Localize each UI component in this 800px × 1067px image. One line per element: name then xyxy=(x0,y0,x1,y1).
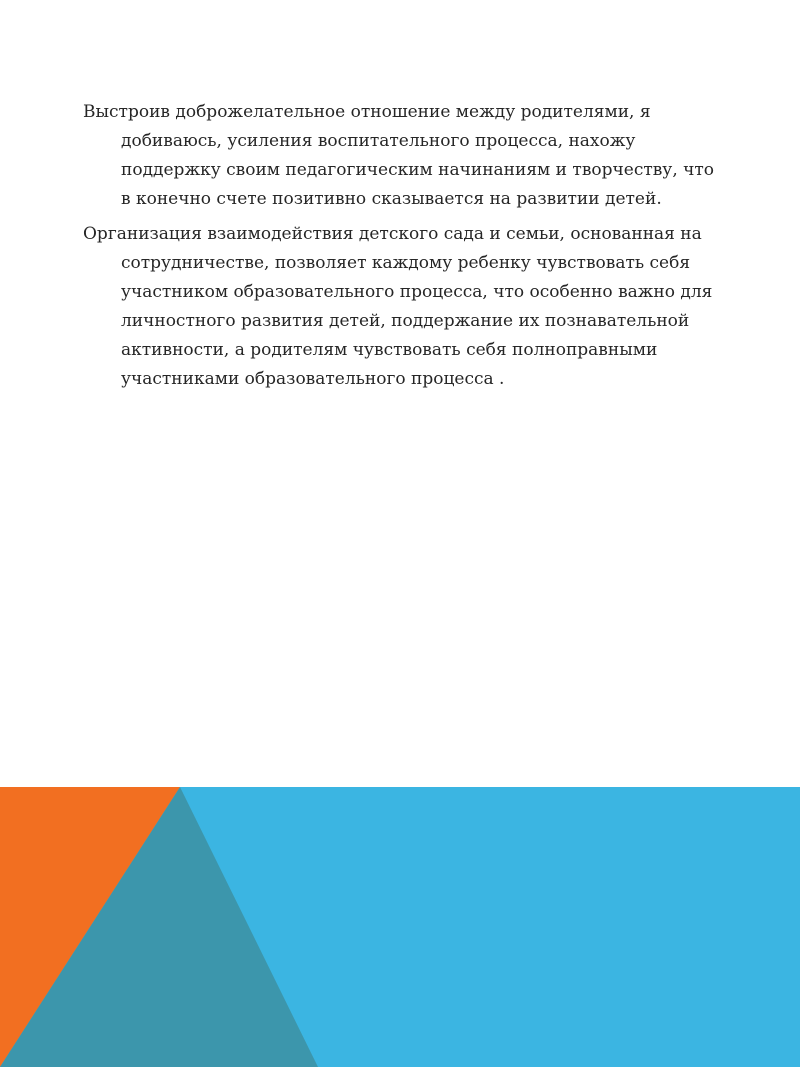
paragraph-kindergarten-family: Организация взаимодействия детского сада и семьи, основанная на сотрудничестве, позволяет каждому ребенку чувствовать себя участником образовательного процесса, что особенно важно для личностного развития детей, поддержание их познавательной активности, а родителям чувствовать себя полноправными участниками образовательного процесса . xyxy=(83,224,713,389)
decorative-footer-shapes xyxy=(0,787,800,1067)
text-block xyxy=(83,98,723,400)
paragraph-parent-relations: Выстроив доброжелательное отношение между родителями, я добиваюсь, усиления воспитательного процесса, нахожу поддержку своим педагогическим начинаниям и творчеству, что в конечно счете позитивно сказывается на развитии детей. xyxy=(83,102,714,209)
